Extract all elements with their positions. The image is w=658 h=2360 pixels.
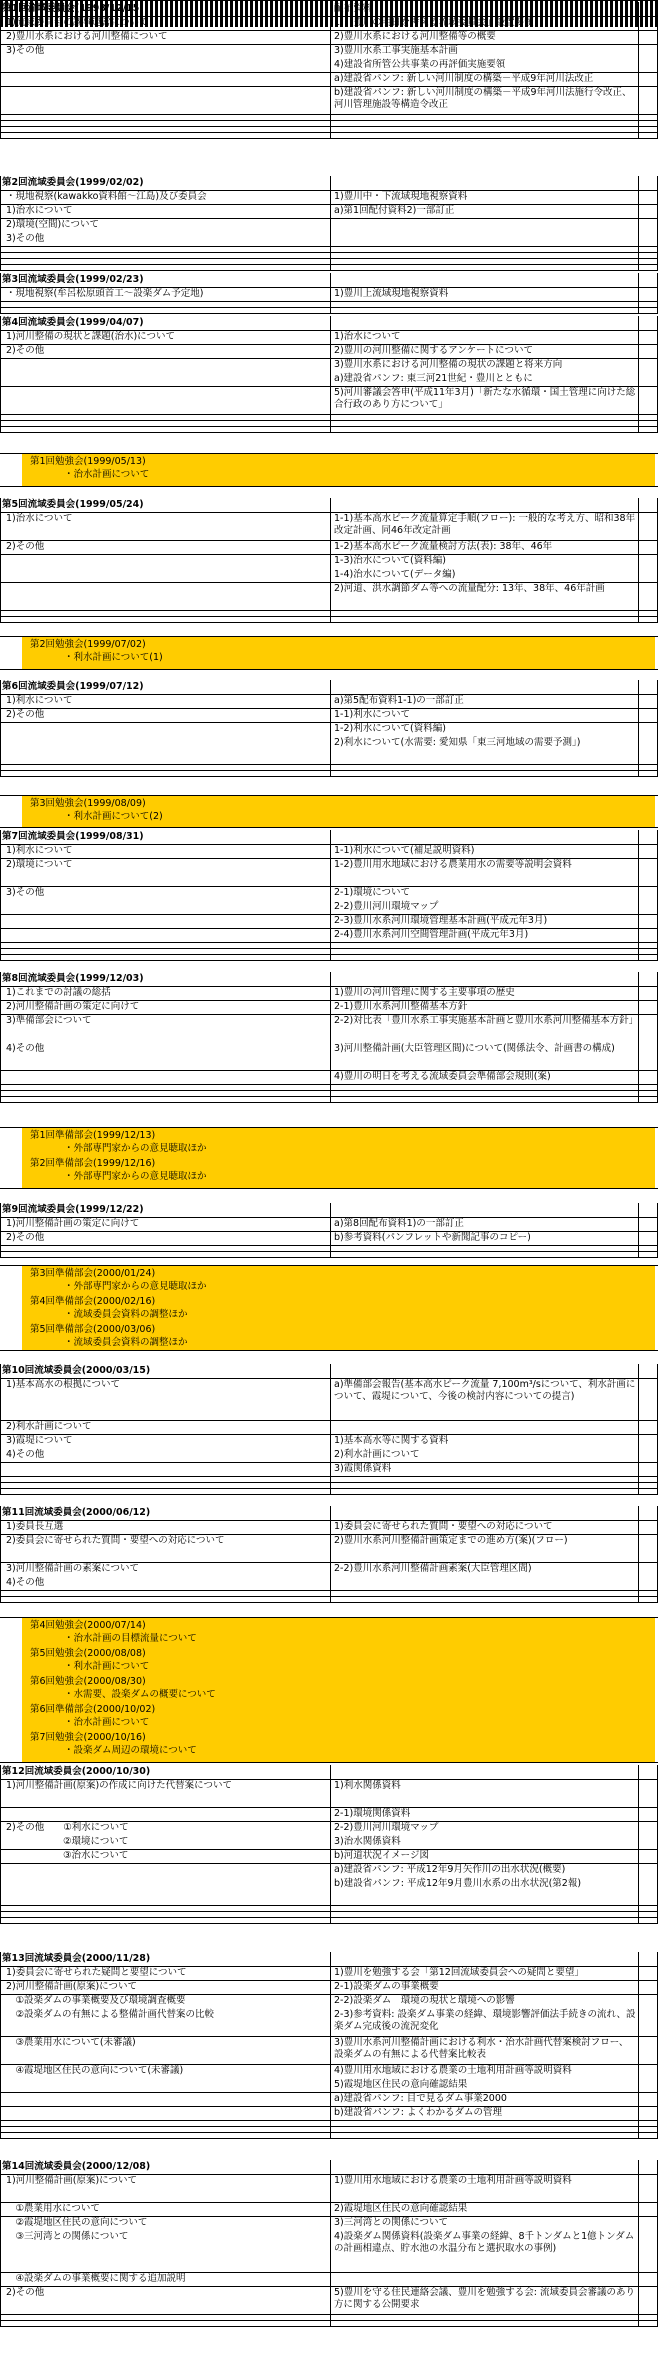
column-divider	[330, 273, 331, 313]
row-divider	[0, 1494, 658, 1495]
committee-header: 第4回流域委員会(1999/04/07)	[2, 317, 144, 328]
handout-item: 2)利水について(水需要: 愛知県「東三河地域の需要予測」)	[334, 737, 581, 748]
agenda-item: ②環境について	[6, 1836, 129, 1847]
handout-item: 2-4)豊川水系河川空間管理計画(平成元年3月)	[334, 929, 529, 940]
workshop-topic: ・水需要、設楽ダムの概要について	[64, 1689, 216, 1700]
handout-item: 2-1)設楽ダムの事業概要	[334, 1981, 439, 1992]
workshop-topic: ・流域委員会資料の調整ほか	[64, 1337, 188, 1348]
handout-item: a)第8回配布資料1)の一部訂正	[334, 1218, 464, 1229]
agenda-item: 2)その他	[6, 2287, 45, 2298]
row-divider	[0, 414, 658, 415]
row-divider	[0, 2314, 658, 2315]
column-divider	[0, 680, 1, 776]
row-divider	[0, 669, 658, 670]
committee-header: 第10回流域委員会(2000/03/15)	[2, 1365, 151, 1376]
workshop-topic: ・流域委員会資料の調整ほか	[64, 1309, 188, 1320]
workshop-topic: ・利水計画について	[64, 1661, 150, 1672]
column-divider	[0, 1765, 1, 1923]
agenda-item: 1)治水について	[6, 513, 73, 524]
row-divider	[0, 114, 658, 115]
committee-header: 第13回流域委員会(2000/11/28)	[2, 1953, 151, 1964]
row-divider	[0, 2326, 658, 2327]
column-divider	[638, 1506, 639, 1602]
column-divider	[638, 2160, 639, 2326]
handout-item: 1-2)豊川用水地域における農業用水の需要等説明会資料	[334, 859, 572, 870]
column-divider	[0, 972, 1, 1102]
handout-item: 2-2)設楽ダム 環境の現状と環境への影響	[334, 1995, 515, 2006]
committee-header: 第6回流域委員会(1999/07/12)	[2, 681, 144, 692]
agenda-item: 1)基本高水の根拠について	[6, 1379, 121, 1390]
row-divider	[0, 948, 658, 949]
workshop-title: 第2回準備部会(1999/12/16)	[30, 1158, 156, 1169]
committee-header: 第3回流域委員会(1999/02/23)	[2, 274, 144, 285]
handout-item: 2)利水計画について	[334, 1449, 420, 1460]
row-divider	[0, 0, 658, 1]
column-divider	[0, 1952, 1, 2138]
row-divider	[0, 258, 658, 259]
agenda-item: ④設楽ダムの事業概要に関する追加説明	[6, 2273, 186, 2284]
handout-item: 2-3)参考資料: 設楽ダム事業の経緯、環境影響評価法手続きの流れ、設楽ダム完成後の流況変化	[334, 2009, 636, 2032]
workshop-topic: ・外部専門家からの意見聴取ほか	[64, 1143, 207, 1154]
row-divider	[0, 795, 658, 796]
agenda-item: 2)河川整備計画(原案)について	[6, 1981, 137, 1992]
handout-item: 5)豊川を守る住民連絡会議、豊川を勉強する会: 流域委員会審議のあり方に関する公開要求	[334, 2287, 635, 2310]
workshop-topic: ・治水計画について	[64, 469, 150, 480]
column-divider	[0, 498, 1, 622]
agenda-item: 1)委員会に寄せられた疑問と要望について	[6, 1967, 187, 1978]
committee-header: 第11回流域委員会(2000/06/12)	[2, 1507, 151, 1518]
handout-item: 1-2)基本高水ピーク流量検討方法(表): 38年、46年	[334, 541, 553, 552]
handout-item: 2-1)環境について	[334, 887, 411, 898]
handout-item: 4)建設省所管公共事業の再評価実施要領	[334, 59, 506, 70]
agenda-item: 2)豊川水系における河川整備について	[6, 31, 168, 42]
column-divider	[0, 316, 1, 432]
agenda-item: 2)その他	[6, 345, 45, 356]
agenda-item: 2)環境(空間)について	[6, 219, 99, 230]
handout-item: a)建設省パンフ: 東三河21世紀・豊川とともに	[334, 373, 533, 384]
handout-item: 2)河道、洪水調節ダム等への流量配分: 13年、38年、46年計画	[334, 583, 605, 594]
agenda-item: 3)霞堤について	[6, 1435, 73, 1446]
agenda-item: 3)準備部会について	[6, 1015, 92, 1026]
row-divider	[0, 2126, 658, 2127]
handout-item: a)建設省パンフ: 目で見るダム事業2000	[334, 2093, 507, 2104]
workshop-title: 第5回勉強会(2000/08/08)	[30, 1648, 146, 1659]
agenda-item: 3)その他	[6, 233, 45, 244]
agenda-item: ・現地視察(牟呂松原頭首工～設楽ダム予定地)	[6, 288, 204, 299]
row-divider	[0, 453, 658, 454]
row-divider	[0, 1762, 658, 1763]
agenda-item: ④霞堤地区住民の意向について(未審議)	[6, 2065, 184, 2076]
column-divider	[638, 830, 639, 960]
workshop-title: 第3回勉強会(1999/08/09)	[30, 798, 146, 809]
row-divider	[0, 1084, 658, 1085]
agenda-item: 2)利水計画について	[6, 1421, 92, 1432]
row-divider	[0, 1482, 658, 1483]
column-divider	[330, 498, 331, 622]
handout-item: 4)設楽ダム関係資料(設楽ダム事業の経緯、8千トンダムと1億トンダムの計画相違点、貯水池の水温分布と選択取水の事例)	[334, 2231, 635, 2254]
row-divider	[0, 313, 658, 314]
handout-item: 1)治水について	[334, 331, 401, 342]
row-divider	[0, 1917, 658, 1918]
workshop-title: 第6回準備部会(2000/10/02)	[30, 1704, 156, 1715]
workshop-title: 第4回勉強会(2000/07/14)	[30, 1620, 146, 1631]
column-divider	[330, 830, 331, 960]
workshop-topic: ・治水計画の目標流量について	[64, 1633, 197, 1644]
agenda-item: ②設楽ダムの有無による整備計画代替案の比較	[6, 2009, 215, 2020]
handout-item: 2-1)環境関係資料	[334, 1808, 411, 1819]
agenda-item: 1)河川整備計画の策定に向けて	[6, 1218, 140, 1229]
handouts-header: 配布資料	[334, 3, 373, 14]
workshop-topic: ・利水計画について(1)	[64, 652, 163, 663]
column-divider	[330, 1952, 331, 2138]
column-divider	[638, 273, 639, 313]
handout-item: 1)基本高水等に関する資料	[334, 1435, 449, 1446]
agenda-item: 1)河川整備の現状と課題(治水)について	[6, 331, 175, 342]
workshop-title: 第2回勉強会(1999/07/02)	[30, 639, 146, 650]
column-divider	[638, 1952, 639, 2138]
handout-item: 2)豊川の河川整備に関するアンケートについて	[334, 345, 533, 356]
column-divider	[638, 316, 639, 432]
agenda-item: 1)河川整備計画(原案)について	[6, 2175, 137, 2186]
column-divider	[638, 680, 639, 776]
handout-item: 3)豊川水系工事実施基本計画	[334, 45, 458, 56]
row-divider	[0, 1350, 658, 1351]
column-divider	[330, 2, 331, 138]
handout-item: 4)豊川の明日を考える流域委員会準備部会規則(案)	[334, 1071, 551, 1082]
handout-item: 1)豊川を勉強する会「第12回流域委員会への疑問と要望」	[334, 1967, 584, 1978]
column-divider	[330, 1364, 331, 1494]
row-divider	[0, 1590, 658, 1591]
handout-item: b)河道状況イメージ図	[334, 1850, 429, 1861]
row-divider	[0, 2320, 658, 2321]
row-divider	[0, 1102, 658, 1103]
column-divider	[330, 972, 331, 1102]
column-divider	[0, 273, 1, 313]
committee-header: 第14回流域委員会(2000/12/08)	[2, 2161, 151, 2172]
row-divider	[0, 764, 658, 765]
row-divider	[0, 2132, 658, 2133]
row-divider	[0, 1245, 658, 1246]
handout-item: 3)霞関係資料	[334, 1463, 392, 1474]
agenda-item: 3)その他	[6, 887, 45, 898]
row-divider	[0, 252, 658, 253]
handout-item: 5)霞堤地区住民の意向確認結果	[334, 2079, 468, 2090]
row-divider	[0, 616, 658, 617]
column-divider	[0, 1364, 1, 1494]
agenda-item: 2)環境について	[6, 859, 73, 870]
agenda-item: 2)その他	[6, 1232, 45, 1243]
handout-item: 2)豊川水系における河川整備等の概要	[334, 31, 496, 42]
column-divider	[638, 1203, 639, 1257]
handout-item: b)参考資料(パンフレットや新聞記事のコピー)	[334, 1232, 531, 1243]
handout-item: 4)豊川用水地域における農業の土地利用計画等説明資料	[334, 2065, 572, 2076]
workshop-topic: ・外部専門家からの意見聴取ほか	[64, 1171, 207, 1182]
column-divider	[0, 1203, 1, 1257]
workshop-title: 第6回勉強会(2000/08/30)	[30, 1676, 146, 1687]
row-divider	[0, 1602, 658, 1603]
workshop-title: 第3回準備部会(2000/01/24)	[30, 1268, 156, 1279]
row-divider	[0, 770, 658, 771]
agenda-item: 1)流域委員会の議事運営について	[6, 17, 149, 28]
row-divider	[0, 132, 658, 133]
row-divider	[0, 942, 658, 943]
handout-item: 1)「豊川の明日を考える流域委員会」設置要領	[334, 17, 534, 28]
handout-item: 2-1)豊川水系河川整備基本方針	[334, 1001, 468, 1012]
row-divider	[0, 307, 658, 308]
handout-item: 2)霞堤地区住民の意向確認結果	[334, 2203, 468, 2214]
row-divider	[0, 636, 658, 637]
workshop-title: 第7回勉強会(2000/10/16)	[30, 1732, 146, 1743]
committee-header: 第7回流域委員会(1999/08/31)	[2, 831, 144, 842]
row-divider	[0, 1911, 658, 1912]
row-divider	[0, 1127, 658, 1128]
agenda-item: 1)利水について	[6, 845, 73, 856]
committee-header: 第8回流域委員会(1999/12/03)	[2, 973, 144, 984]
column-divider	[638, 972, 639, 1102]
agenda-item: 1)治水について	[6, 205, 73, 216]
row-divider	[0, 1188, 658, 1189]
column-divider	[330, 680, 331, 776]
handout-item: 1-2)利水について(資料編)	[334, 723, 446, 734]
handout-item: 3)治水関係資料	[334, 1836, 401, 1847]
agenda-item: 2)その他	[6, 709, 45, 720]
column-divider	[330, 1506, 331, 1602]
column-divider	[330, 316, 331, 432]
row-divider	[0, 126, 658, 127]
handout-item: 1)委員会に寄せられた質問・要望への対応について	[334, 1521, 553, 1532]
agenda-item: ③治水について	[6, 1850, 129, 1861]
handout-item: b)建設省パンフ: 平成12年9月豊川水系の出水状況(第2報)	[334, 1878, 582, 1889]
row-divider	[0, 1617, 658, 1618]
handout-item: 2-2)豊川水系河川整備計画素案(大臣管理区間)	[334, 1563, 532, 1574]
committee-header: 第2回流域委員会(1999/02/02)	[2, 177, 144, 188]
agenda-item: 2)その他 ①利水について	[6, 1822, 129, 1833]
row-divider	[0, 2138, 658, 2139]
row-divider	[0, 776, 658, 777]
row-divider	[0, 1488, 658, 1489]
handout-item: a)建設省パンフ: 新しい河川制度の構築－平成9年河川法改正	[334, 73, 594, 84]
row-divider	[0, 610, 658, 611]
committee-header: 第12回流域委員会(2000/10/30)	[2, 1766, 151, 1777]
agenda-item: 3)河川整備計画の素案について	[6, 1563, 140, 1574]
column-divider	[330, 2160, 331, 2326]
committee-header: 第5回流域委員会(1999/05/24)	[2, 499, 144, 510]
row-divider	[0, 1905, 658, 1906]
row-divider	[0, 264, 658, 265]
row-divider	[0, 2120, 658, 2121]
agenda-item: ③農業用水について(未審議)	[6, 2037, 136, 2048]
handout-item: b)建設省パンフ: よくわかるダムの管理	[334, 2107, 502, 2118]
row-divider	[0, 420, 658, 421]
row-divider	[0, 120, 658, 121]
agenda-item: 4)その他	[6, 1577, 45, 1588]
column-divider	[330, 1203, 331, 1257]
handout-item: 3)豊川水系河川整備計画における利水・治水計画代替案検討フロー、設楽ダムの有無による代替案比較表	[334, 2037, 629, 2060]
agenda-item: ・現地視察(kawakko資料館～江島)及び委員会	[6, 191, 207, 202]
workshop-title: 第5回準備部会(2000/03/06)	[30, 1324, 156, 1335]
row-divider	[0, 1257, 658, 1258]
row-divider	[0, 270, 658, 271]
column-divider	[0, 2, 1, 138]
column-divider	[638, 1765, 639, 1923]
row-divider	[0, 1265, 658, 1266]
agenda-item: 4)その他	[6, 1449, 45, 1460]
column-divider	[330, 176, 331, 270]
row-divider	[0, 1096, 658, 1097]
column-divider	[0, 1506, 1, 1602]
agenda-item: 2)河川整備計画の策定に向けて	[6, 1001, 140, 1012]
column-divider	[638, 176, 639, 270]
workshop-topic: ・設楽ダム周辺の環境について	[64, 1745, 197, 1756]
row-divider	[0, 138, 658, 139]
handout-item: 1-3)治水について(資料編)	[334, 555, 446, 566]
column-divider	[0, 176, 1, 270]
handout-item: a)第1回配付資料2)一部訂正	[334, 205, 455, 216]
row-divider	[0, 301, 658, 302]
column-divider	[0, 2160, 1, 2326]
row-divider	[0, 1251, 658, 1252]
handout-item: 1)豊川上流域現地視察資料	[334, 288, 449, 299]
row-divider	[0, 1596, 658, 1597]
handout-item: 3)三河湾との関係について	[334, 2217, 449, 2228]
handout-item: 1-1)基本高水ピーク流量算定手順(フロー): 一般的な考え方、昭和38年改定計画、同46年改定計画	[334, 513, 636, 536]
agenda-item: 1)これまでの討議の総括	[6, 987, 111, 998]
committee-header: 第9回流域委員会(1999/12/22)	[2, 1204, 144, 1215]
agenda-item: ①設楽ダムの事業概要及び環境調査概要	[6, 1995, 186, 2006]
column-divider	[638, 2, 639, 138]
agenda-item: 1)河川整備計画(原案)の作成に向けた代替案について	[6, 1780, 232, 1791]
workshop-title: 第4回準備部会(2000/02/16)	[30, 1296, 156, 1307]
handout-item: 2-2)豊川河川環境マップ	[334, 901, 439, 912]
handout-item: 1)利水関係資料	[334, 1780, 401, 1791]
column-divider	[638, 498, 639, 622]
workshop-topic: ・利水計画について(2)	[64, 811, 163, 822]
handout-item: 1)豊川中・下流域現地視察資料	[334, 191, 468, 202]
agenda-item: 3)その他	[6, 45, 45, 56]
handout-item: 2)豊川水系河川整備計画策定までの進め方(案)(フロー)	[334, 1535, 568, 1546]
column-divider	[638, 1364, 639, 1494]
row-divider	[0, 486, 658, 487]
handout-item: 1-1)利水について	[334, 709, 411, 720]
handout-item: 2-3)豊川水系河川環境管理基本計画(平成元年3月)	[334, 915, 548, 926]
handout-item: 1)豊川用水地域における農業の土地利用計画等説明資料	[334, 2175, 572, 2186]
row-divider	[0, 1090, 658, 1091]
handout-item: a)準備部会報告(基本高水ピーク流量 7,100m³/sについて、利水計画について、霞堤について、今後の検討内容についての提言)	[334, 1379, 636, 1402]
agenda-item: 1)委員長互選	[6, 1521, 64, 1532]
column-divider	[0, 830, 1, 960]
handout-item: 2-2)対比表「豊川水系工事実施基本計画と豊川水系河川整備基本方針」	[334, 1015, 639, 1026]
row-divider	[0, 960, 658, 961]
handout-item: 3)豊川水系における河川整備の現状の課題と将来方向	[334, 359, 563, 370]
agenda-item: ③三河湾との関係について	[6, 2231, 129, 2242]
agenda-item: ①農業用水について	[6, 2203, 100, 2214]
handout-item: 3)河川整備計画(大臣管理区間)について(関係法令、計画書の構成)	[334, 1043, 615, 1054]
workshop-topic: ・治水計画について	[64, 1717, 150, 1728]
handout-item: 5)河川審議会答申(平成11年3月)「新たな水循環・国土管理に向けた総合行政のあり方について」	[334, 387, 636, 410]
handout-item: a)建設省パンフ: 平成12年9月矢作川の出水状況(概要)	[334, 1864, 566, 1875]
handout-item: 2-2)豊川河川環境マップ	[334, 1822, 439, 1833]
row-divider	[0, 954, 658, 955]
workshop-title: 第1回勉強会(1999/05/13)	[30, 456, 146, 467]
agenda-item: 2)その他	[6, 541, 45, 552]
row-divider	[0, 432, 658, 433]
row-divider	[0, 246, 658, 247]
handout-item: a)第5配布資料1-1)の一部訂正	[334, 695, 464, 706]
agenda-item: 2)委員会に寄せられた質問・要望への対応について	[6, 1535, 225, 1546]
handout-item: 1)豊川の河川管理に関する主要事項の歴史	[334, 987, 515, 998]
workshop-title: 第1回準備部会(1999/12/13)	[30, 1130, 156, 1141]
agenda-item: 1)利水について	[6, 695, 73, 706]
row-divider	[0, 1476, 658, 1477]
agenda-item: 4)その他	[6, 1043, 45, 1054]
handout-item: 1-1)利水について(補足説明資料)	[334, 845, 475, 856]
row-divider	[0, 1923, 658, 1924]
column-divider	[330, 1765, 331, 1923]
agenda-item: ②霞堤地区住民の意向について	[6, 2217, 148, 2228]
handout-item: b)建設省パンフ: 新しい河川制度の構築－平成9年河川法施行令改正、河川管理施設等構造令改正	[334, 87, 632, 110]
workshop-topic: ・外部専門家からの意見聴取ほか	[64, 1281, 207, 1292]
row-divider	[0, 622, 658, 623]
handout-item: 1-4)治水について(データ編)	[334, 569, 456, 580]
row-divider	[0, 827, 658, 828]
committee-header: 第1回流域委員会(1998/12/15)	[2, 3, 144, 14]
row-divider	[0, 426, 658, 427]
